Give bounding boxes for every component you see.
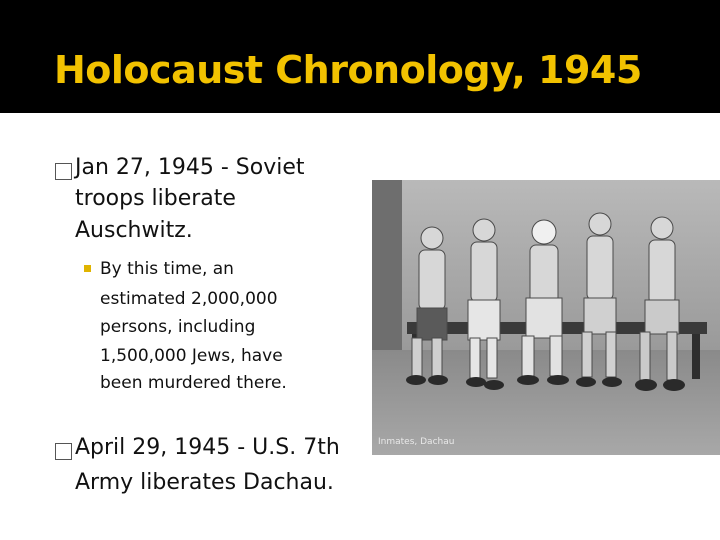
bullet-box-icon [55,443,72,460]
sub-bullet-line-4: 1,500,000 Jews, have [100,346,283,366]
bullet-2-line-1: April 29, 1945 - U.S. 7th [75,435,340,460]
title-bar [0,0,720,113]
bullet-box-icon [55,163,72,180]
slide-title: Holocaust Chronology, 1945 [54,48,642,92]
bullet-1-line-3: Auschwitz. [75,218,193,243]
photo-image [372,180,720,455]
historical-photo [372,180,720,455]
sub-bullet-line-5: been murdered there. [100,373,287,393]
bullet-1-line-1: Jan 27, 1945 - Soviet [75,155,305,180]
sub-bullet-square-icon [84,265,91,272]
sub-bullet-line-2: estimated 2,000,000 [100,289,278,309]
bullet-2-line-2: Army liberates Dachau. [75,470,334,495]
sub-bullet-line-1: By this time, an [100,259,234,279]
bullet-1-line-2: troops liberate [75,186,236,211]
sub-bullet-line-3: persons, including [100,317,256,337]
photo-caption: Inmates, Dachau [378,437,455,447]
